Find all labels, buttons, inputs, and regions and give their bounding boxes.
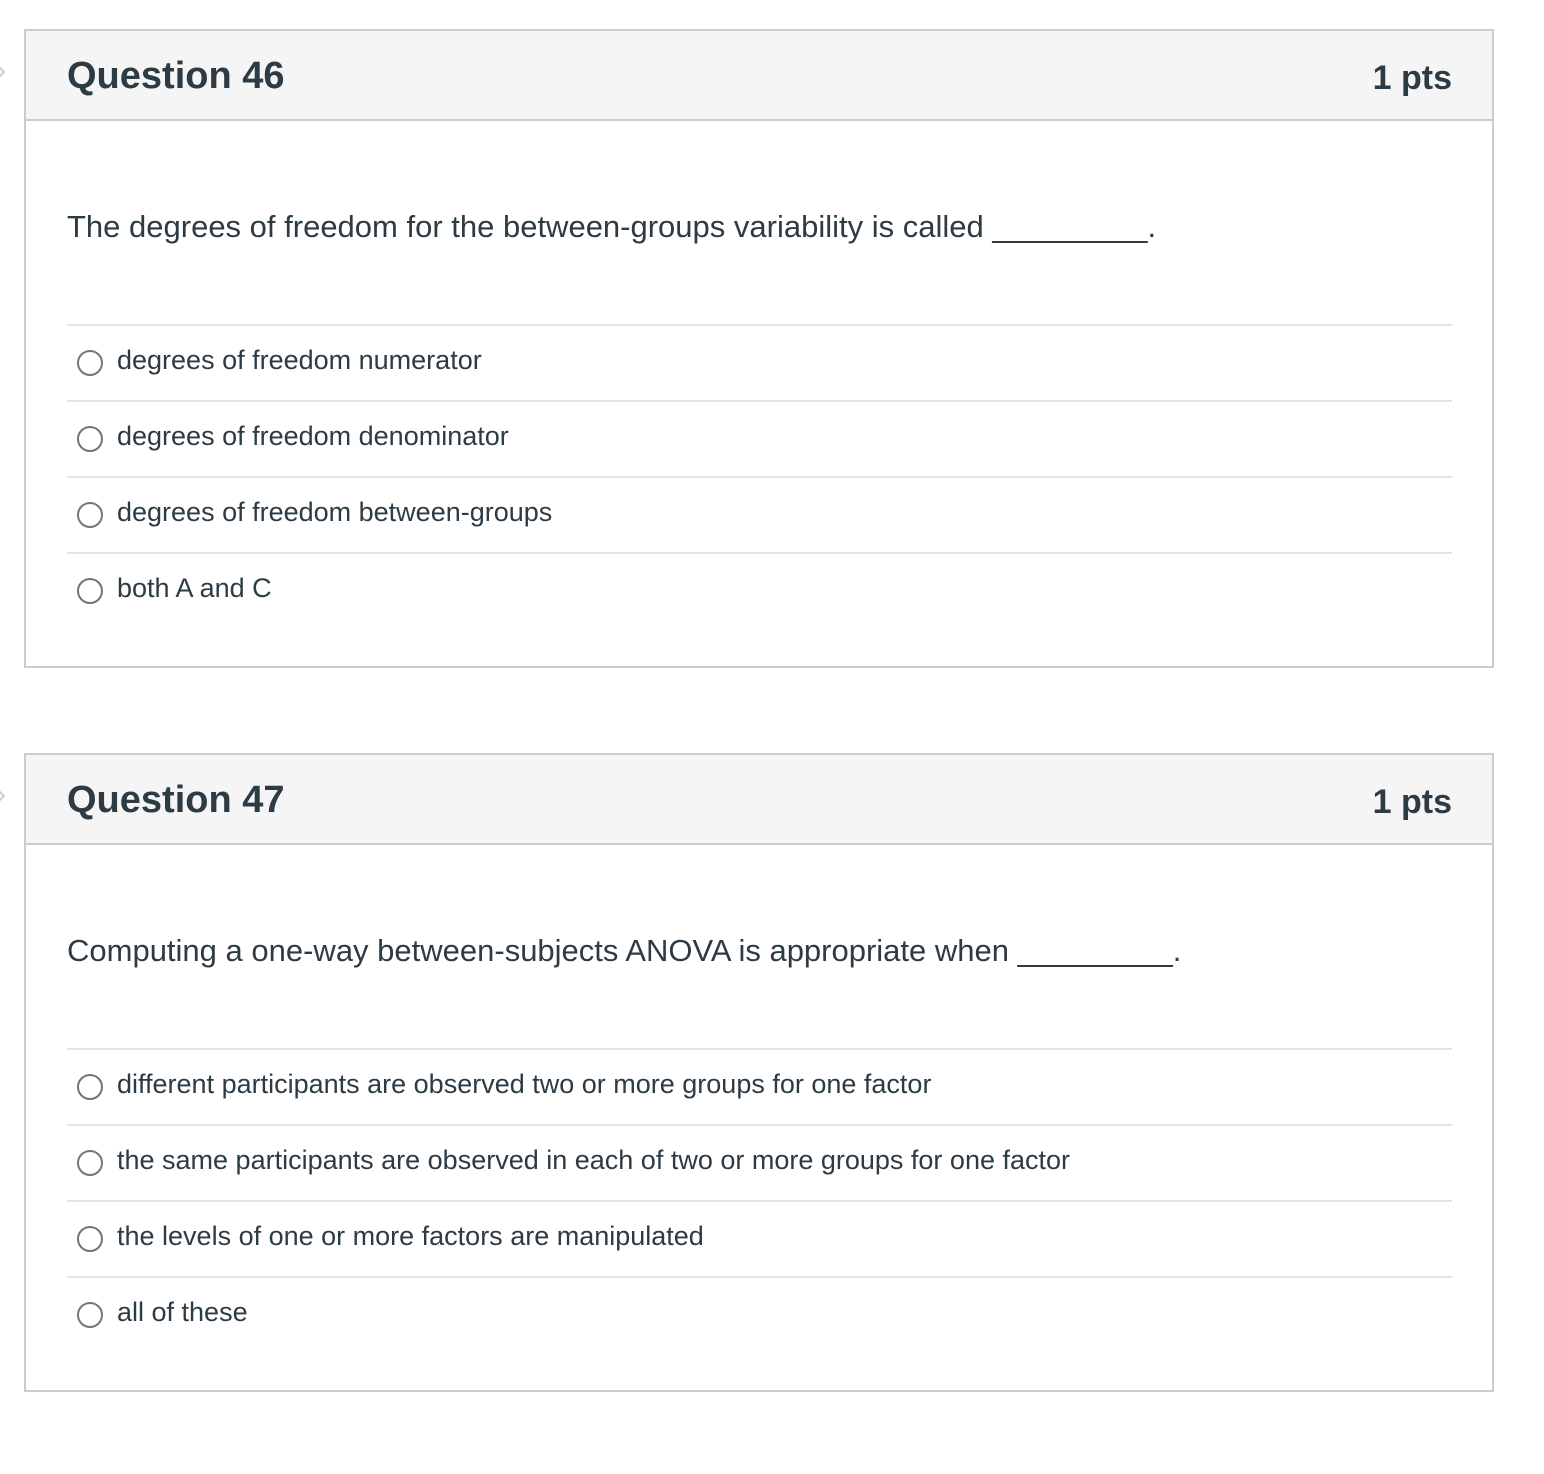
answer-option[interactable] [67, 554, 1452, 628]
radio-button[interactable] [77, 1150, 103, 1176]
question-points: 1 pts [1372, 783, 1452, 821]
answer-option[interactable] [67, 402, 1452, 478]
answer-label[interactable]: both A and C [117, 573, 272, 603]
answer-option[interactable] [67, 1050, 1452, 1126]
answer-option[interactable] [67, 1278, 1452, 1352]
chevron-right-icon[interactable] [0, 788, 8, 804]
question-header [26, 755, 1492, 845]
radio-button[interactable] [77, 502, 103, 528]
answer-label[interactable]: different participants are observed two or more groups for one factor [117, 1069, 932, 1099]
answer-option[interactable] [67, 326, 1452, 402]
radio-button[interactable] [77, 1074, 103, 1100]
answer-list [67, 1048, 1452, 1352]
radio-button[interactable] [77, 350, 103, 376]
radio-button[interactable] [77, 426, 103, 452]
answer-label[interactable]: degrees of freedom between-groups [117, 497, 553, 527]
chevron-right-icon[interactable] [0, 64, 8, 80]
question-header [26, 31, 1492, 121]
radio-button[interactable] [77, 1302, 103, 1328]
question-title: Question 46 [67, 55, 285, 97]
radio-button[interactable] [77, 578, 103, 604]
question-title: Question 47 [67, 779, 285, 821]
question-points: 1 pts [1372, 59, 1452, 97]
answer-label[interactable]: all of these [117, 1297, 248, 1327]
answer-label[interactable]: the levels of one or more factors are manipulated [117, 1221, 704, 1251]
radio-button[interactable] [77, 1226, 103, 1252]
answer-label[interactable]: degrees of freedom denominator [117, 421, 509, 451]
answer-option[interactable] [67, 1126, 1452, 1202]
question-card-46 [24, 29, 1494, 668]
answer-list [67, 324, 1452, 628]
answer-option[interactable] [67, 1202, 1452, 1278]
answer-label[interactable]: degrees of freedom numerator [117, 345, 482, 375]
answer-label[interactable]: the same participants are observed in each of two or more groups for one factor [117, 1145, 1071, 1175]
answer-option[interactable] [67, 478, 1452, 554]
question-card-47 [24, 753, 1494, 1392]
question-text: Computing a one-way between-subjects ANOVA is appropriate when _________. [67, 933, 1182, 968]
question-text: The degrees of freedom for the between-groups variability is called _________. [67, 209, 1157, 244]
